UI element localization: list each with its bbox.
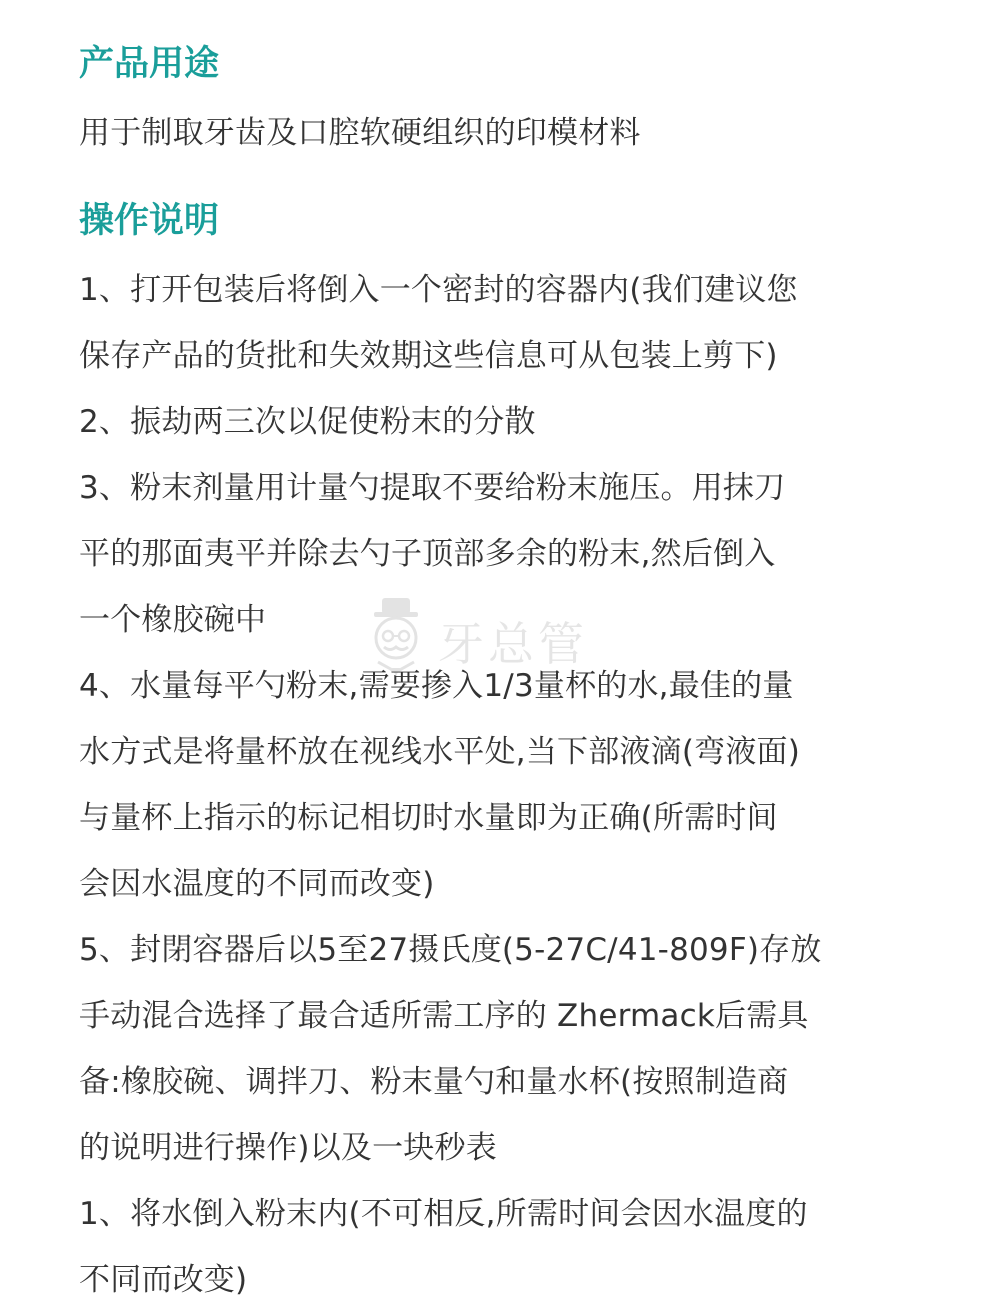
instruction-line: 的说明进行操作)以及一块秒表 — [79, 1130, 497, 1166]
instruction-line: 备:橡胶碗、调拌刀、粉末量勺和量水杯(按照制造商 — [79, 1064, 789, 1100]
instruction-line: 保存产品的货批和失效期这些信息可从包装上剪下) — [79, 338, 778, 374]
instruction-line: 手动混合选择了最合适所需工序的 Zhermack后需具 — [79, 998, 809, 1034]
instruction-line: 不同而改变) — [79, 1262, 248, 1298]
watermark-text: 牙总管 — [438, 617, 588, 671]
instruction-line: 2、振劫两三次以促使粉末的分散 — [79, 404, 536, 440]
usage-text: 用于制取牙齿及口腔软硬组织的印模材料 — [79, 115, 641, 151]
instruction-line: 会因水温度的不同而改变) — [79, 866, 435, 902]
instruction-line: 3、粉末剂量用计量勺提取不要给粉末施压。用抹刀 — [79, 470, 786, 506]
section-title-instructions: 操作说明 — [79, 201, 220, 241]
section-title-usage: 产品用途 — [79, 44, 220, 84]
instruction-line: 1、打开包装后将倒入一个密封的容器内(我们建议您 — [79, 272, 798, 308]
instruction-line: 水方式是将量杯放在视线水平处,当下部液滴(弯液面) — [79, 734, 801, 770]
instruction-line: 一个橡胶碗中 — [79, 602, 267, 638]
instruction-line: 1、将水倒入粉末内(不可相反,所需时间会因水温度的 — [79, 1196, 808, 1232]
instruction-line: 平的那面夷平并除去勺子顶部多余的粉末,然后倒入 — [79, 536, 776, 572]
instruction-line: 5、封閉容器后以5至27摄氏度(5-27C/41-809F)存放 — [79, 932, 822, 968]
instruction-line: 4、水量每平勺粉末,需要掺入1/3量杯的水,最佳的量 — [79, 668, 794, 704]
instruction-line: 与量杯上指示的标记相切时水量即为正确(所需时间 — [79, 800, 778, 836]
